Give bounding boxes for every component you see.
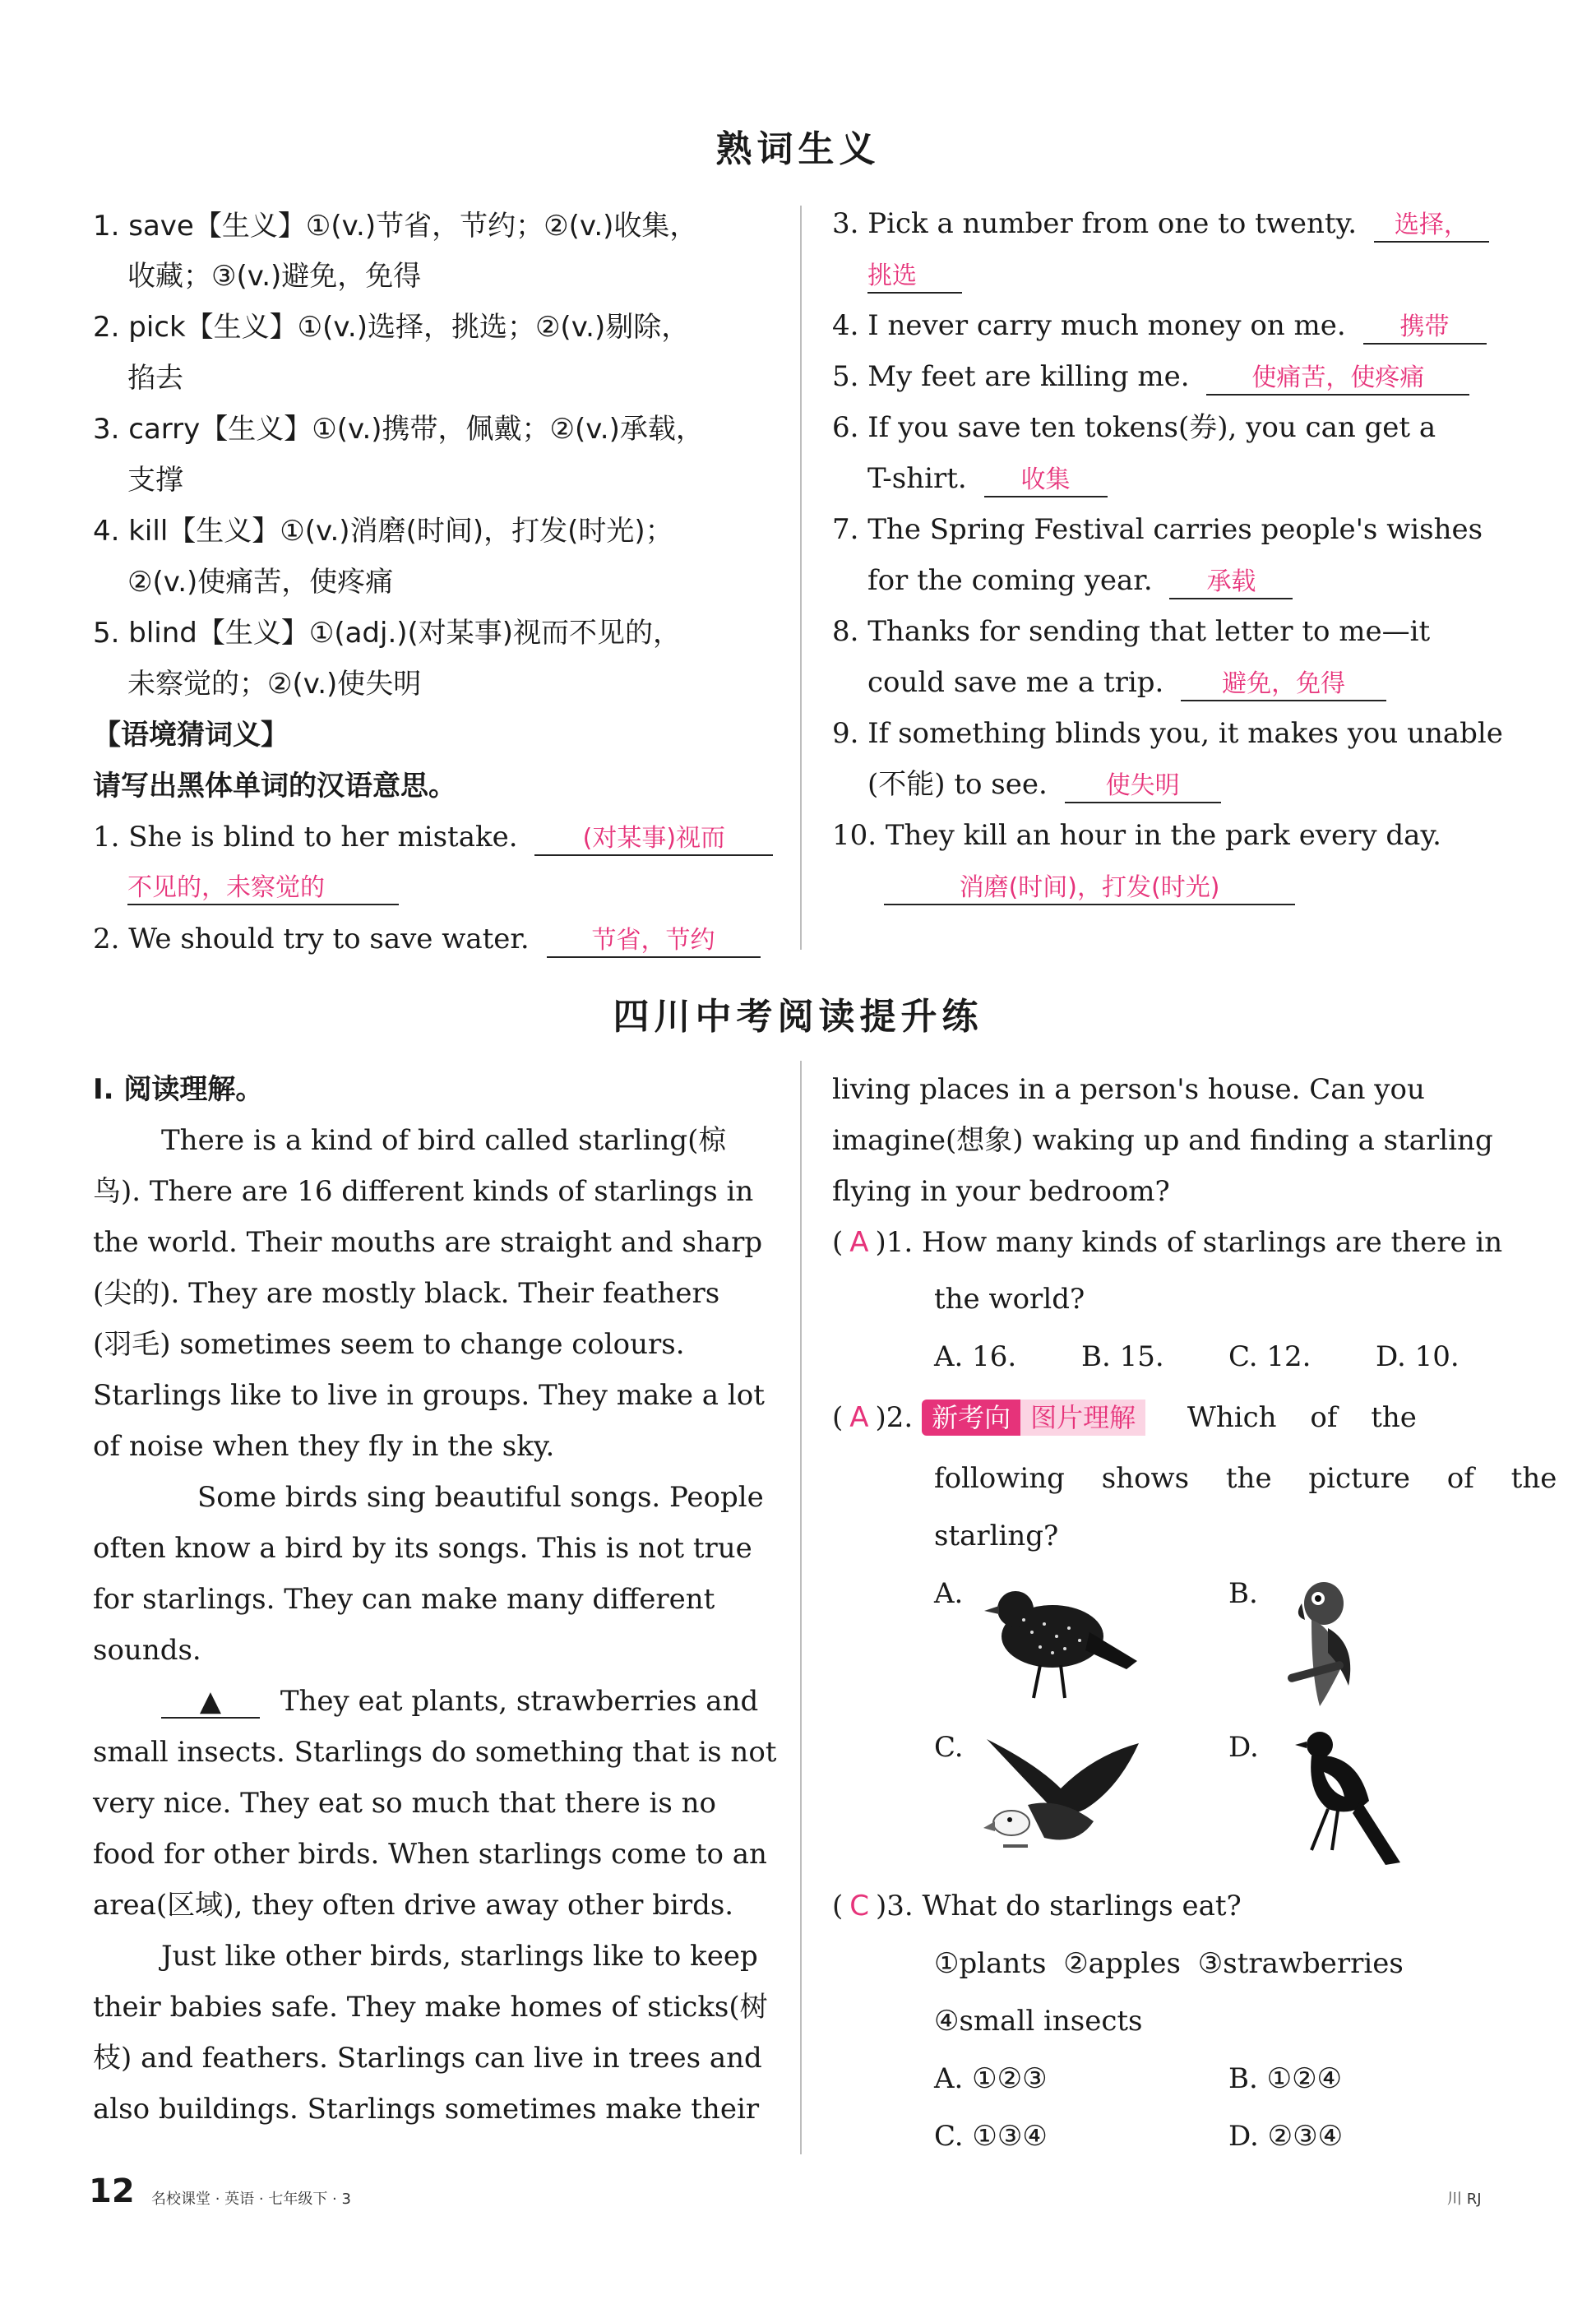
passage-line-17: Just like other birds, starlings like to keep: [161, 1940, 758, 1973]
passage-line-20: also buildings. Starlings sometimes make their: [93, 2093, 760, 2126]
q2-text3: starling?: [934, 1520, 1059, 1552]
guess-q2-answer: 节省，节约: [547, 925, 761, 958]
q2-option-c-label: C.: [934, 1731, 964, 1764]
rv-q9-answer: 使失明: [1065, 770, 1221, 803]
passage-line-4: (尖的). They are mostly black. Their feathers: [93, 1277, 720, 1310]
passage-line-16: area(区域), they often drive away other birds.: [93, 1889, 734, 1922]
q2-option-b-label: B.: [1228, 1577, 1258, 1610]
q3-option-d: D. ②③④: [1228, 2120, 1344, 2153]
question-1: ( A )1. How many kinds of starlings are there in: [832, 1226, 1503, 1259]
rv-q3-text: 3. Pick a number from one to twenty.: [832, 207, 1358, 240]
passage-line-11: sounds.: [93, 1634, 201, 1667]
vocab-4-line1: 4. kill【生义】①(v.)消磨(时间)，打发(时光)；: [93, 515, 673, 548]
rv-q10-answer: 消磨(时间)，打发(时光): [884, 872, 1295, 905]
rv-q10-line1: 10. They kill an hour in the park every day.: [832, 819, 1441, 852]
passage-line-13: small insects. Starlings do something that is not: [93, 1736, 777, 1769]
passage-line-19: 枝) and feathers. Starlings can live in trees and: [93, 2042, 762, 2075]
rv-q8-line1: 8. Thanks for sending that letter to me—it: [832, 615, 1431, 648]
rv-q7-text2: for the coming year.: [867, 564, 1153, 597]
q1-text: )1. How many kinds of starlings are there in: [875, 1226, 1503, 1259]
rv-q7-answer: 承载: [1169, 567, 1293, 599]
q2-text2: following shows the picture of the: [934, 1462, 1557, 1495]
q2-tag-new: 新考向: [922, 1400, 1020, 1436]
passage-right-line-2: imagine(想象) waking up and finding a starling: [832, 1124, 1493, 1157]
column-divider-bottom: [800, 1061, 802, 2154]
edition-label: 川 RJ: [1447, 2191, 1482, 2208]
reading-heading: Ⅰ. 阅读理解。: [93, 1073, 264, 1106]
rv-q4-text: 4. I never carry much money on me.: [832, 309, 1346, 342]
guess-q1-text: 1. She is blind to her mistake.: [93, 821, 518, 854]
rv-q6-line1: 6. If you save ten tokens(券), you can get a: [832, 411, 1436, 444]
rv-q8-text2: could save me a trip.: [867, 666, 1164, 699]
rv-q4-answer: 携带: [1363, 312, 1487, 345]
q1-option-d: D. 10.: [1376, 1340, 1460, 1373]
passage-line-12-text: They eat plants, strawberries and: [280, 1685, 759, 1718]
question-2: ( A )2. 新考向 图片理解 Which of the: [832, 1401, 1417, 1434]
passage-line-15: food for other birds. When starlings come to an: [93, 1838, 767, 1871]
q2-option-a-label: A.: [934, 1577, 964, 1610]
vocab-3-line1: 3. carry【生义】①(v.)携带，佩戴；②(v.)承载，: [93, 413, 704, 446]
q1-option-c: C. 12.: [1228, 1340, 1311, 1373]
rv-q10: [884, 870, 1295, 905]
rv-q3-answer-a: 选择，: [1374, 210, 1489, 243]
q1-option-b: B. 15.: [1081, 1340, 1164, 1373]
page-number: 12: [89, 2172, 135, 2210]
q3-text: )3. What do starlings eat?: [876, 1890, 1242, 1922]
rv-q3: [832, 207, 1489, 243]
passage-line-18: their babies safe. They make homes of sticks(树: [93, 1991, 768, 2024]
q1-option-a: A. 16.: [934, 1340, 1017, 1373]
rv-q6-text2: T-shirt.: [867, 462, 967, 495]
starling-image: [983, 1575, 1139, 1706]
q3-items-line1: ①plants ②apples ③strawberries: [934, 1947, 1404, 1980]
passage-line-6: Starlings like to live in groups. They make a lot: [93, 1379, 765, 1412]
vocab-3-line2: 支撑: [127, 464, 183, 497]
passage-line-2: 鸟). There are 16 different kinds of starlings in: [93, 1175, 754, 1208]
q1-text2: the world?: [934, 1283, 1085, 1316]
rv-q5-answer: 使痛苦，使疼痛: [1206, 363, 1469, 396]
vocab-section-title: 熟词生义: [715, 128, 881, 170]
reading-section-title: 四川中考阅读提升练: [613, 996, 983, 1038]
rv-q5: [832, 360, 1469, 396]
guess-q2-text: 2. We should try to save water.: [93, 923, 530, 955]
rv-q9: [867, 768, 1221, 803]
question-3: ( C )3. What do starlings eat?: [832, 1890, 1242, 1922]
q3-answer: C: [849, 1890, 870, 1922]
vocab-1-line2: 收藏；③(v.)避免，免得: [127, 260, 422, 293]
rv-q7-line1: 7. The Spring Festival carries people's wishes: [832, 513, 1483, 546]
vocab-2-line1: 2. pick【生义】①(v.)选择，挑选；②(v.)剔除，: [93, 311, 690, 344]
q3-option-c: C. ①③④: [934, 2120, 1048, 2153]
guess-q1: [93, 821, 773, 856]
passage-line-1: There is a kind of bird called starling(椋: [161, 1124, 727, 1157]
q2-tag-picture: 图片理解: [1020, 1400, 1145, 1436]
guess-heading: 【语境猜词义】: [93, 719, 289, 752]
q3-option-a: A. ①②③: [934, 2062, 1048, 2095]
rv-q3-cont: [867, 258, 962, 294]
guess-q1-answer-b: 不见的，未察觉的: [127, 872, 399, 905]
rv-q9-line1: 9. If something blinds you, it makes you unable: [832, 717, 1503, 750]
passage-line-9: often know a bird by its songs. This is not true: [93, 1532, 752, 1565]
guess-q1-cont: [127, 870, 399, 905]
magpie-image: [1279, 1727, 1402, 1867]
vocab-4-line2: ②(v.)使痛苦，使疼痛: [127, 566, 394, 599]
q3-items-line2: ④small insects: [934, 2005, 1143, 2038]
rv-q9-text2: (不能) to see.: [867, 768, 1048, 801]
guess-q2: [93, 923, 761, 958]
rv-q4: [832, 309, 1487, 345]
passage-line-14: very nice. They eat so much that there is no: [93, 1787, 716, 1820]
q2-option-d-label: D.: [1228, 1731, 1259, 1764]
vocab-2-line2: 掐去: [127, 362, 183, 395]
rv-q8: [867, 666, 1386, 701]
rv-q8-answer: 避免，免得: [1181, 669, 1386, 701]
q2-answer: A: [849, 1401, 869, 1434]
passage-line-5: (羽毛) sometimes seem to change colours.: [93, 1328, 685, 1361]
book-title: 名校课堂 · 英语 · 七年级下 · 3: [151, 2191, 351, 2208]
vocab-5-line1: 5. blind【生义】①(adj.)(对某事)视而不见的，: [93, 617, 682, 650]
rv-q6: [867, 462, 1108, 497]
passage-blank: ▲: [161, 1686, 260, 1719]
passage-line-10: for starlings. They can make many different: [93, 1583, 715, 1616]
passage-line-12: [161, 1685, 758, 1719]
rv-q3-answer-b: 挑选: [867, 261, 962, 294]
rv-q7: [867, 564, 1293, 599]
passage-right-line-3: flying in your bedroom?: [832, 1175, 1170, 1208]
column-divider-top: [800, 206, 802, 950]
guess-q1-answer-a: (对某事)视而: [534, 823, 773, 856]
passage-line-8: Some birds sing beautiful songs. People: [197, 1481, 764, 1514]
parrot-image: [1279, 1571, 1369, 1710]
passage-line-3: the world. Their mouths are straight and sharp: [93, 1226, 763, 1259]
vocab-1-line1: 1. save【生义】①(v.)节省，节约；②(v.)收集，: [93, 210, 698, 243]
q2-text: Which of the: [1187, 1401, 1417, 1434]
rv-q5-text: 5. My feet are killing me.: [832, 360, 1190, 393]
guess-instruction: 请写出黑体单词的汉语意思。: [93, 770, 456, 803]
q1-answer: A: [849, 1226, 869, 1259]
passage-line-7: of noise when they fly in the sky.: [93, 1430, 555, 1463]
q2-num: )2.: [875, 1401, 914, 1434]
vocab-5-line2: 未察觉的；②(v.)使失明: [127, 668, 422, 701]
rv-q6-answer: 收集: [984, 465, 1108, 497]
passage-right-line-1: living places in a person's house. Can you: [832, 1073, 1425, 1106]
q3-option-b: B. ①②④: [1228, 2062, 1343, 2095]
eagle-image: [978, 1731, 1143, 1862]
